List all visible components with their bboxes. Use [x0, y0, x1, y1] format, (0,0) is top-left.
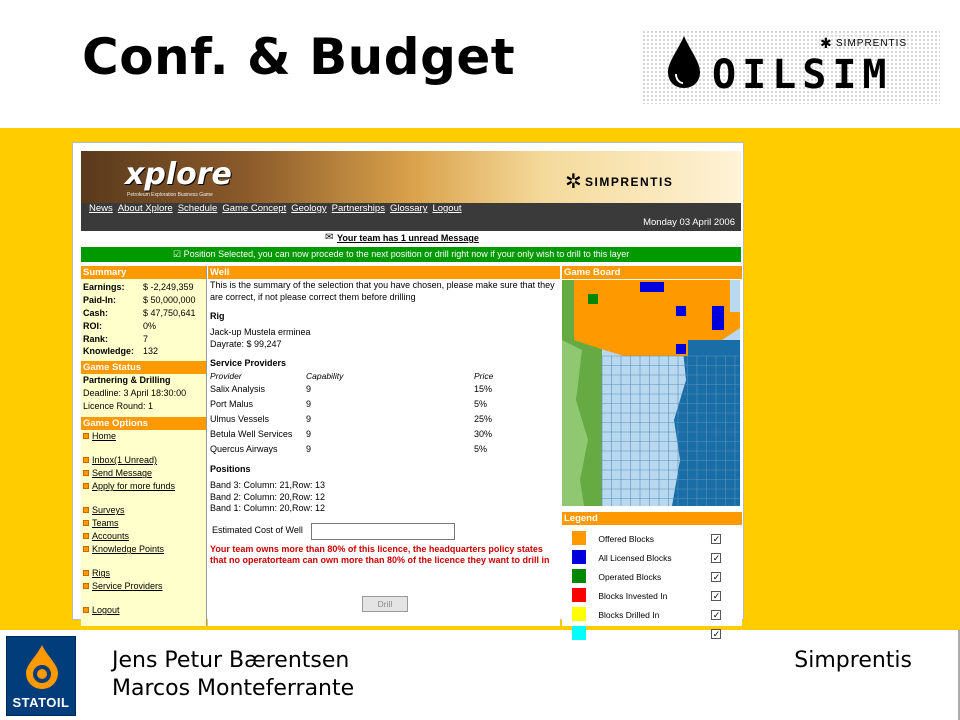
service-providers-header: Service Providers: [210, 358, 287, 368]
statoil-drop-icon: [24, 645, 60, 689]
legend-checkbox[interactable]: ✓: [712, 571, 721, 582]
legend-row: [570, 567, 730, 586]
game-option-item[interactable]: [81, 580, 206, 593]
well-panel: [208, 266, 560, 626]
column-header-capability: Capability: [306, 371, 344, 381]
game-option-link[interactable]: Inbox(1 Unread): [92, 455, 158, 466]
game-option-item[interactable]: [81, 530, 206, 543]
app-screenshot: [72, 142, 744, 639]
provider-row: [210, 396, 510, 411]
summary-value: 7: [143, 333, 149, 344]
legend-swatch: [572, 550, 586, 564]
game-board-panel: [562, 266, 742, 639]
legend-label: [596, 624, 709, 643]
board-block: [640, 282, 664, 292]
bullet-icon: [83, 607, 89, 613]
legend-swatch: [572, 626, 586, 640]
summary-row: [81, 307, 206, 320]
legend-label: Operated Blocks: [598, 571, 662, 582]
game-option-item[interactable]: [81, 430, 206, 443]
game-option-item[interactable]: [81, 467, 206, 480]
bullet-icon: [83, 507, 89, 513]
xplore-subtitle: Petroleum Exploration Business Game: [127, 192, 213, 198]
bullet-icon: [83, 546, 89, 552]
provider-capability: 9: [306, 428, 312, 439]
service-providers-table: [210, 371, 510, 456]
summary-value: $ 47,750,641: [143, 307, 196, 318]
summary-key: Rank:: [83, 333, 109, 344]
provider-price: 15%: [474, 383, 493, 394]
provider-name: Salix Analysis: [210, 383, 266, 394]
legend-checkbox[interactable]: ✓: [712, 590, 721, 601]
game-option-item[interactable]: [81, 454, 206, 467]
left-sidebar: [81, 266, 207, 626]
summary-key: Earnings:: [83, 282, 125, 293]
provider-name: Port Malus: [210, 398, 254, 409]
legend-swatch: [572, 607, 586, 621]
game-option-link[interactable]: Accounts: [92, 531, 130, 542]
legend-row: [570, 586, 730, 605]
game-status-title: Partnering & Drilling: [83, 375, 171, 386]
game-option-link[interactable]: Apply for more funds: [92, 481, 176, 492]
message-icon[interactable]: ✉: [325, 232, 334, 243]
banner-brand: SIMPRENTIS: [585, 175, 674, 189]
oilsim-word: OILSIM: [712, 52, 893, 98]
board-block: [676, 306, 686, 316]
game-option-link[interactable]: Teams: [92, 518, 119, 529]
nav-links: [89, 203, 462, 214]
legend-label: Offered Blocks: [598, 533, 654, 544]
board-block: [588, 294, 598, 304]
summary-value: 132: [143, 346, 159, 357]
nav-link[interactable]: News: [89, 203, 113, 214]
bullet-icon: [83, 583, 89, 589]
game-status-deadline: Deadline: 3 April 18:30:00: [83, 388, 187, 399]
summary-row: [81, 294, 206, 307]
legend-row: [570, 529, 730, 548]
legend-row: [570, 548, 730, 567]
positions-header: Positions: [210, 464, 251, 474]
summary-key: Knowledge:: [83, 346, 134, 357]
check-icon: ☑: [173, 249, 184, 259]
summary-value: 0%: [143, 320, 157, 331]
oilsim-logo: [642, 30, 940, 104]
legend-label: Blocks Invested In: [598, 590, 668, 601]
game-options-header: Game Options: [81, 417, 206, 430]
provider-price: 5%: [474, 443, 488, 454]
bullet-icon: [83, 483, 89, 489]
provider-row: [210, 411, 510, 426]
nav-link[interactable]: Geology: [291, 203, 327, 214]
company-name: Simprentis: [794, 648, 912, 673]
game-status-header: Game Status: [81, 361, 206, 374]
rig-name: Jack-up Mustela erminea: [210, 327, 311, 337]
summary-row: [81, 281, 206, 294]
summary-key: Cash:: [83, 307, 109, 318]
nav-link[interactable]: Schedule: [177, 203, 218, 214]
statoil-text: STATOIL: [12, 695, 70, 710]
author-2: Marcos Monteferrante: [112, 676, 355, 701]
notice-bar: [81, 247, 741, 262]
nav-link[interactable]: Partnerships: [331, 203, 385, 214]
game-option-item[interactable]: [81, 604, 206, 617]
game-option-item[interactable]: [81, 504, 206, 517]
provider-row: [210, 426, 510, 441]
game-option-link[interactable]: Home: [92, 431, 117, 442]
provider-price: 25%: [474, 413, 493, 424]
rig-header: Rig: [210, 311, 225, 321]
unread-message-link[interactable]: [323, 233, 479, 243]
provider-row: [210, 441, 510, 456]
nav-date: Monday 03 April 2006: [643, 217, 735, 228]
column-header-price: Price: [474, 371, 494, 381]
provider-capability: 9: [306, 443, 312, 454]
provider-capability: 9: [306, 398, 312, 409]
legend-checkbox[interactable]: ✓: [712, 533, 721, 544]
xplore-logo: xplore: [125, 157, 232, 192]
bullet-icon: [83, 433, 89, 439]
legend-row: [570, 605, 730, 624]
summary-row: [81, 345, 206, 358]
position-line: Band 3: Column: 21,Row: 13: [210, 480, 326, 490]
simprentis-spark-icon: ✱: [820, 36, 832, 52]
game-option-link[interactable]: Surveys: [92, 505, 125, 516]
legend-row: [570, 624, 730, 643]
bullet-icon: [83, 470, 89, 476]
cost-input[interactable]: [311, 523, 455, 540]
xplore-banner: [81, 151, 741, 203]
position-line: Band 1: Column: 20,Row: 12: [210, 503, 326, 513]
game-board-map[interactable]: [562, 280, 740, 506]
legend-checkbox[interactable]: ✓: [712, 552, 721, 563]
summary-key: Paid-In:: [83, 295, 116, 306]
board-block: [676, 344, 686, 354]
legend-header: Legend: [562, 512, 742, 525]
provider-row: [210, 381, 510, 396]
legend-checkbox[interactable]: ✓: [712, 628, 721, 639]
well-header: Well: [208, 266, 560, 279]
position-line: Band 2: Column: 20,Row: 12: [210, 491, 326, 502]
nav-link[interactable]: Glossary: [389, 203, 428, 214]
game-option-link[interactable]: Logout: [92, 605, 120, 616]
game-status-round: Licence Round: 1: [83, 401, 154, 412]
provider-name: Ulmus Vessels: [210, 413, 270, 424]
slide-title: Conf. & Budget: [82, 28, 516, 86]
game-board-header: Game Board: [562, 266, 742, 279]
summary-header: Summary: [81, 266, 206, 279]
bullet-icon: [83, 570, 89, 576]
author-1: Jens Petur Bærentsen: [112, 648, 350, 673]
bullet-icon: [83, 457, 89, 463]
legend-swatch: [572, 569, 586, 583]
game-option-link[interactable]: Service Providers: [92, 581, 163, 592]
statoil-logo: [6, 636, 76, 716]
unread-message-text[interactable]: Your team has 1 unread Message: [337, 233, 479, 243]
drill-button[interactable]: Drill: [362, 596, 408, 612]
game-option-link[interactable]: Rigs: [92, 568, 111, 579]
cost-label: Estimated Cost of Well: [212, 525, 303, 536]
provider-price: 30%: [474, 428, 493, 439]
notice-text: Position Selected, you can now procede to the next position or drill right now if your only wish to drill to this layer: [183, 249, 630, 259]
provider-capability: 9: [306, 383, 312, 394]
game-option-item[interactable]: [81, 517, 206, 530]
legend-table: [570, 529, 730, 643]
provider-name: Betula Well Services: [210, 428, 293, 439]
provider-capability: 9: [306, 413, 312, 424]
game-option-item[interactable]: [81, 567, 206, 580]
legend-label: Blocks Drilled In: [598, 609, 660, 620]
board-block: [712, 306, 724, 330]
nav-link[interactable]: Game Concept: [222, 203, 287, 214]
legend-checkbox[interactable]: ✓: [712, 609, 721, 620]
nav-link[interactable]: Logout: [432, 203, 462, 214]
game-option-link[interactable]: Send Message: [92, 468, 153, 479]
game-option-item[interactable]: [81, 543, 206, 556]
provider-name: Quercus Airways: [210, 443, 278, 454]
summary-row: [81, 332, 206, 345]
cost-row: [208, 523, 560, 540]
nav-link[interactable]: About Xplore: [117, 203, 173, 214]
game-option-item[interactable]: [81, 480, 206, 493]
summary-value: $ -2,249,359: [143, 282, 194, 293]
ownership-warning: Your team owns more than 80% of this licence, the headquarters policy states that no operatorteam can own more than 80% of the licence they want to drill in: [210, 543, 550, 565]
game-options-list: [81, 430, 206, 617]
game-option-link[interactable]: Knowledge Points: [92, 544, 165, 555]
navbar: [81, 203, 741, 231]
summary-key: ROI:: [83, 320, 102, 331]
legend-swatch: [572, 531, 586, 545]
oilsim-brand: SIMPRENTIS: [836, 38, 908, 49]
bullet-icon: [83, 520, 89, 526]
legend-swatch: [572, 588, 586, 602]
legend-label: All Licensed Blocks: [598, 552, 672, 563]
summary-table: [81, 281, 206, 358]
positions-list: [208, 480, 560, 515]
game-board-svg[interactable]: [562, 280, 740, 506]
summary-value: $ 50,000,000: [143, 295, 196, 306]
simprentis-icon: ✲: [565, 171, 582, 193]
summary-row: [81, 319, 206, 332]
well-intro: This is the summary of the selection that you have chosen, please make sure that they are correct, if not please correct them before drilling: [210, 280, 555, 302]
oil-drop-icon: [668, 36, 700, 88]
provider-price: 5%: [474, 398, 488, 409]
column-header-provider: Provider: [210, 371, 242, 381]
rig-dayrate: Dayrate: $ 99,247: [210, 338, 282, 349]
bullet-icon: [83, 533, 89, 539]
